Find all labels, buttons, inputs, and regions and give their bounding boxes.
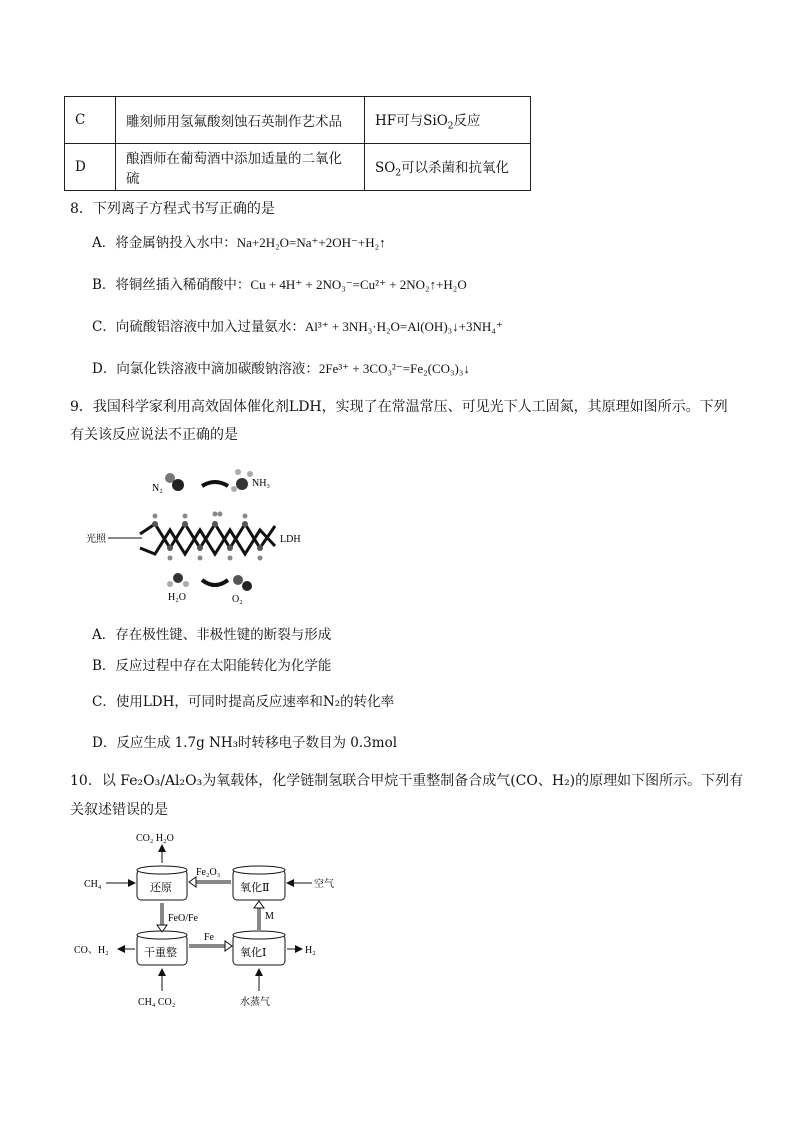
reaction-arrow-bottom: [202, 580, 228, 585]
h2o-label: H₂O: [168, 592, 186, 603]
svg-text:还原: 还原: [150, 882, 172, 894]
fe2o3-label: Fe₂O₃: [196, 867, 221, 878]
q10-stem-line1: 10．以 Fe₂O₃/Al₂O₃为氧载体，化学链制氢联合甲烷干重整制备合成气(CO、H₂)的原理如下图所示。下列有: [70, 773, 744, 789]
light-label: 光照: [86, 534, 106, 545]
air-label: 空气: [314, 879, 334, 890]
o-atom: [242, 581, 252, 591]
oxidation-2-reactor: [233, 866, 285, 900]
feofe-label: FeO/Fe: [168, 913, 198, 924]
row-letter: D: [65, 144, 116, 191]
row-letter: C: [65, 97, 116, 144]
nh3-label: NH₃: [252, 478, 270, 489]
q8-option-b: B．将铜丝插入稀硝酸中：Cu + 4H⁺ + 2NO₃⁻=Cu²⁺ + 2NO₂↑+H₂O: [92, 277, 467, 293]
co-h2-label: CO、H₂: [74, 945, 109, 956]
q10-figure: [70, 825, 370, 1015]
ldh-label: LDH: [280, 534, 301, 545]
svg-text:氧化Ⅰ: 氧化Ⅰ: [240, 947, 267, 959]
h2-label: H₂: [305, 945, 316, 956]
reduction-reactor: [137, 866, 187, 900]
q10-stem-line2: 关叙述错误的是: [70, 802, 168, 818]
reaction-arrow-top: [202, 482, 228, 486]
dry-reforming-reactor: [137, 931, 187, 965]
ch4-label: CH₄: [84, 879, 102, 890]
q9-option-b: B．反应过程中存在太阳能转化为化学能: [92, 658, 332, 674]
q9-option-d: D．反应生成 1.7g NH₃时转移电子数目为 0.3mol: [92, 735, 398, 751]
row-action: 雕刻师用氢氟酸刻蚀石英制作艺术品: [116, 97, 365, 144]
oxidation-1-reactor: [233, 931, 285, 965]
row-action: 酿酒师在葡萄酒中添加适量的二氧化硫: [116, 144, 365, 191]
steam-label: 水蒸气: [240, 997, 270, 1008]
o2-label: O₂: [232, 594, 243, 605]
q9-option-a: A．存在极性键、非极性键的断裂与形成: [92, 627, 332, 643]
co2-h2o-label: CO₂ H₂O: [136, 833, 174, 844]
ch4-co2-label: CH₄ CO₂: [138, 997, 176, 1008]
q9-stem-line2: 有关该反应说法不正确的是: [70, 427, 238, 443]
q8-stem: 8．下列离子方程式书写正确的是: [70, 201, 275, 217]
nh3-n-atom: [236, 478, 248, 490]
q8-option-c: C．向硫酸铝溶液中加入过量氨水：Al³⁺ + 3NH₃·H₂O=Al(OH)₃↓+3NH₄⁺: [92, 319, 503, 335]
row-reason: $SO_2$可以杀菌和抗氧化: [365, 144, 531, 191]
q8-option-a: A．将金属钠投入水中：Na+2H₂O=Na⁺+2OH⁻+H₂↑: [92, 235, 386, 251]
q9-option-c: C．使用LDH，可同时提高反应速率和N₂的转化率: [92, 694, 395, 710]
q8-option-d: D．向氯化铁溶液中滴加碳酸钠溶液：2Fe³⁺ + 3CO₃²⁻=Fe₂(CO₃)₃↓: [92, 361, 470, 377]
m-label: M: [265, 911, 274, 922]
q9-figure: [80, 456, 320, 606]
ldh-lattice: [140, 512, 275, 561]
q9-stem-line1: 9．我国科学家利用高效固体催化剂LDH，实现了在常温常压、可见光下人工固氮，其原理如图所示。下列: [70, 399, 728, 415]
table-row: [65, 144, 531, 191]
table-row: [65, 97, 531, 144]
options-table: [64, 96, 531, 191]
n-atom: [172, 479, 184, 491]
n2-label: N₂: [152, 483, 163, 494]
svg-text:干重整: 干重整: [144, 947, 177, 959]
fe-label: Fe: [204, 932, 214, 943]
row-reason: HF可与SiO$_2$反应: [365, 97, 531, 144]
o-atom: [233, 575, 243, 585]
svg-text:氧化Ⅱ: 氧化Ⅱ: [240, 882, 270, 894]
h2o-o-atom: [173, 573, 183, 583]
